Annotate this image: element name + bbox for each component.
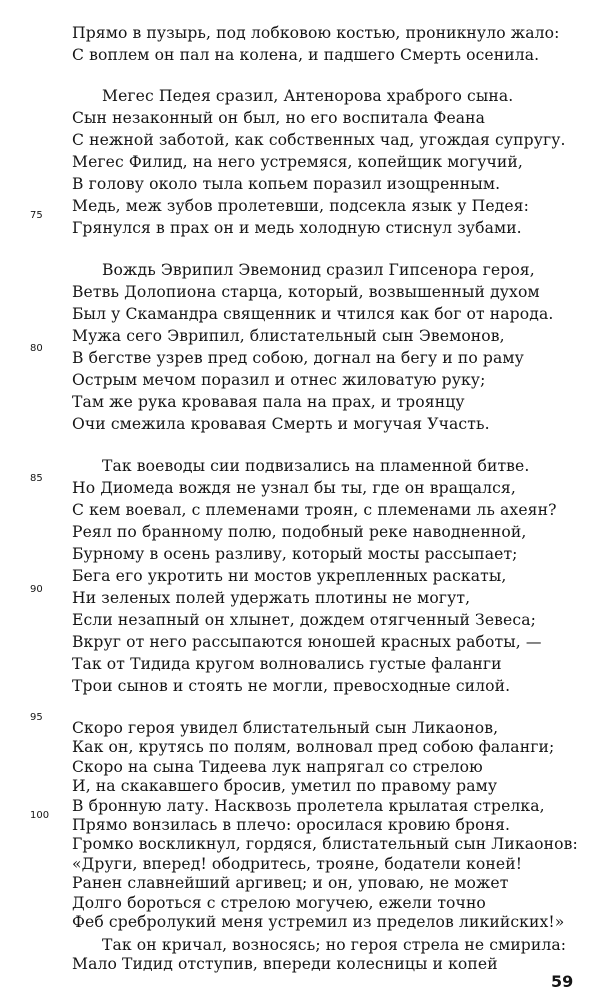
verse-line: Скоро на сына Тидеева лук напрягал со стрелою bbox=[72, 757, 483, 776]
verse-line: Долго бороться с стрелою могучею, ежели точно bbox=[72, 893, 486, 912]
verse-line: В голову около тыла копьем поразил изощренным. bbox=[72, 175, 501, 193]
verse-line: «Други, вперед! ободритесь, трояне, бодатели коней! bbox=[72, 854, 523, 873]
verse-line: Так он кричал, возносясь; но героя стрела не смирила: bbox=[102, 936, 567, 954]
verse-line: В бронную лату. Насквозь пролетела крылатая стрелка, bbox=[72, 796, 545, 815]
verse-line: Очи смежила кровавая Смерть и могучая Участь. bbox=[72, 415, 490, 433]
verse-line: Мегес Педея сразил, Антенорова храброго сына. bbox=[102, 87, 514, 105]
page-number: 59 bbox=[551, 972, 574, 991]
verse-line: Медь, меж зубов пролетевши, подсекла язык у Педея: bbox=[72, 197, 529, 215]
verse-line: Был у Скамандра священник и чтился как бог от народа. bbox=[72, 305, 554, 323]
verse-line: Скоро героя увидел блистательный сын Ликаонов, bbox=[72, 719, 499, 737]
verse-line: Прямо в пузырь, под лобковою костью, проникнуло жало: bbox=[72, 24, 560, 42]
verse-line: Бега его укротить ни мостов укрепленных раскаты, bbox=[72, 567, 507, 585]
verse-line: Реял по бранному полю, подобный реке наводненной, bbox=[72, 523, 527, 541]
verse-line: Ветвь Долопиона старца, который, возвышенный духом bbox=[72, 283, 540, 301]
verse-line: Мегес Филид, на него устремяся, копейщик могучий, bbox=[72, 153, 523, 171]
verse-line: Там же рука кровавая пала на прах, и троянцу bbox=[72, 393, 465, 411]
verse-line: Прямо вонзилась в плечо: оросилася кровию броня. bbox=[72, 816, 511, 834]
verse-line: Феб сребролукий меня устремил из пределов ликийских!» bbox=[72, 913, 565, 931]
line-number: 80 bbox=[30, 343, 43, 354]
line-number: 75 bbox=[30, 210, 43, 221]
verse-line: Как он, крутясь по полям, волновал пред собою фаланги; bbox=[72, 738, 555, 757]
verse-line: С воплем он пал на колена, и падшего Смерть осенила. bbox=[72, 46, 540, 64]
verse-line: Громко воскликнул, гордяся, блистательный сын Ликаонов: bbox=[72, 835, 578, 854]
verse-line: Мало Тидид отступив, впереди колесницы и копей bbox=[72, 955, 498, 973]
verse-line: В бегстве узрев пред собою, догнал на бегу и по раму bbox=[72, 349, 524, 367]
verse-line: Мужа сего Эврипил, блистательный сын Эвемонов, bbox=[72, 327, 505, 345]
verse-line: Сын незаконный он был, но его воспитала Феана bbox=[72, 109, 486, 127]
verse-line: Трои сынов и стоять не могли, превосходные силой. bbox=[72, 677, 511, 695]
line-number: 95 bbox=[30, 712, 43, 723]
verse-line: Так от Тидида кругом волновались густые фаланги bbox=[72, 655, 502, 673]
line-number: 85 bbox=[30, 473, 43, 484]
verse-line: Если незапный он хлынет, дождем отягченный Зевеса; bbox=[72, 611, 536, 629]
verse-line: С нежной заботой, как собственных чад, угождая супругу. bbox=[72, 131, 566, 149]
verse-line: С кем воевал, с племенами троян, с племенами ль ахеян? bbox=[72, 501, 557, 519]
verse-line: И, на скакавшего бросив, уметил по правому раму bbox=[72, 777, 498, 796]
verse-line: Вождь Эврипил Эвемонид сразил Гипсенора героя, bbox=[102, 261, 535, 279]
verse-line: Грянулся в прах он и медь холодную стиснул зубами. bbox=[72, 219, 522, 237]
verse-line: Острым мечом поразил и отнес жиловатую руку; bbox=[72, 371, 486, 389]
line-number: 100 bbox=[30, 810, 50, 821]
verse-line: Так воеводы сии подвизались на пламенной битве. bbox=[102, 457, 530, 475]
verse-line: Бурному в осень разливу, который мосты рассыпает; bbox=[72, 545, 518, 563]
verse-line: Ни зеленых полей удержать плотины не могут, bbox=[72, 589, 471, 607]
line-number: 90 bbox=[30, 584, 43, 595]
verse-line: Вкруг от него рассыпаются юношей красных работы, — bbox=[72, 633, 542, 651]
verse-line: Но Диомеда вождя не узнал бы ты, где он вращался, bbox=[72, 479, 516, 497]
verse-line: Ранен славнейший аргивец; и он, уповаю, не может bbox=[72, 874, 509, 893]
